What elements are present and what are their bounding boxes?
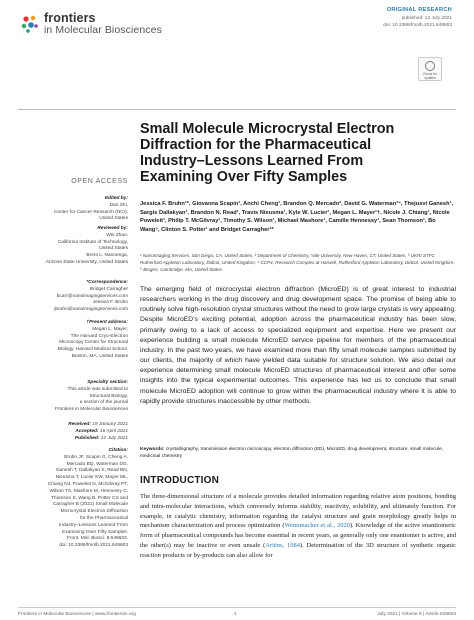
keywords-label: Keywords: — [140, 447, 165, 452]
correspondence-email[interactable]: bcarr@nanoimagingservices.com — [56, 293, 128, 299]
header-divider — [18, 109, 456, 110]
accepted-label: Accepted: — [75, 428, 99, 434]
reviewed-by-label: Reviewed by: — [97, 226, 128, 231]
citation-link[interactable]: Ariëns, 1984 — [265, 541, 300, 549]
specialty-line: This article was submitted to — [67, 386, 128, 392]
journal-name: in Molecular Biosciences — [44, 24, 162, 37]
brand-name: frontiers — [44, 11, 96, 25]
intro-part-3: ). Determination of the 3D structure of synthetic organic reaction products or by-products can also allow for — [140, 541, 456, 559]
journal-brand[interactable] — [44, 12, 162, 36]
address-line: Megan L. Mayer, — [92, 326, 128, 332]
present-address — [18, 320, 128, 361]
keywords-text: crystallography, transmission electron microscopy, electron diffraction (ED), MicroED, drug development, structure, small molecule, medicinal chemistry — [140, 447, 444, 459]
reviewer-line: Arizona State University, United States — [45, 259, 128, 265]
article-title: Small Molecule Microcrystal Electron Diffraction for the Pharmaceutical Industry–Lessons Learned From Examining Over Fifty Samples — [140, 121, 395, 185]
edited-by-label: Edited by: — [104, 196, 128, 201]
specialty-line: Structural Biology, — [89, 393, 128, 399]
open-access-label: OPEN ACCESS — [71, 178, 128, 185]
correspondence-name: Bridget Carragher — [89, 286, 128, 292]
affiliations: ¹ NanoImaging Services, San Diego, CA, United States, ² Department of Chemistry, Yale University, New Haven, CT, United States, ³ UKRI STFC Rutherford Appleton Laboratory, Didcot, United Kingdom, ⁴ CCP4, Research Complex at Harwell, Rutherford Appleton Laboratory, Didcot, United Kingdom, ⁵ Biogen, Cambridge, MA, United States — [140, 253, 455, 272]
correspondence — [18, 280, 128, 314]
address-line: Boston, MA, United States — [71, 353, 128, 359]
edited-by — [18, 196, 128, 223]
citation-line: for the Pharmaceutical — [80, 515, 128, 521]
received-label: Received: — [68, 422, 91, 427]
citation-line: Bruhn JF, Scapin G, Cheng A, — [64, 454, 128, 460]
citation-line: Mercado BQ, Waterman DG, — [66, 461, 128, 467]
introduction-text — [140, 492, 456, 561]
reviewed-by — [18, 226, 128, 267]
editor-line: United States — [99, 216, 128, 222]
citation-line[interactable]: doi: 10.3389/fmolb.2021.648603 — [59, 543, 128, 549]
correspondence-email[interactable]: jbruhn@nanoimagingservices.com — [54, 307, 128, 313]
check-for-updates-badge[interactable] — [418, 57, 442, 81]
received-date: 19 January 2021 — [92, 422, 128, 427]
citation-block — [18, 448, 128, 550]
editor-line: Dan Shi, — [109, 202, 128, 208]
abstract: The emerging field of microcrystal electron diffraction (MicroED) is of great interest to industrial researchers working in the drug discovery and drug development space. The promise of being able to routinely solve high-resolution crystal structures without the need to grow large crystals is very appealing. Despite MicroED’s exciting potential, adoption across the pharmaceutical industry has been slow, primarily owing to a lack of access to specialized equipment and expertise. Here we present our experience building a small molecule MicroED service pipeline for members of the pharmaceutical industry. In the past two years, we have examined more than fifty small molecule samples submitted by our clients, the majority of which have yielded data suitable for structure solution. We also detail our experience determining small molecule MicroED structures of pharmaceutical interest and offer some insights into the typical experimental outcomes. This experience has led us to conclude that small molecule MicroED adoption will continue to grow within the pharmaceutical industry where it is able to rapidly provide structures inaccessible by other methods. — [140, 286, 456, 405]
reviewer-line: Brent L. Nannenga, — [86, 253, 128, 259]
address-line: The Harvard Cryo-Electron — [70, 333, 128, 339]
citation-link[interactable]: Wennmacher et al., 2020 — [284, 522, 350, 530]
frontiers-logo-icon — [20, 14, 40, 34]
citation-line: Nieusma T, Lucier KW, Mayer ML, — [55, 475, 128, 481]
footer-issue: July 2021 | Volume 8 | Article 648603 — [377, 612, 456, 617]
citation-label: Citation: — [108, 448, 128, 453]
reviewer-line: Wei Zhao, — [106, 232, 128, 238]
article-type: ORIGINAL RESEARCH — [386, 7, 452, 13]
section-heading-introduction: INTRODUCTION — [140, 475, 220, 486]
citation-line: Front. Mol. Biosci. 8:648603. — [66, 536, 128, 542]
published-label: Published: — [74, 435, 100, 441]
address-line: Biology, Harvard Medical School, — [57, 347, 128, 353]
specialty-line: a section of the journal — [79, 400, 128, 406]
specialty-line: Frontiers in Molecular Biosciences — [54, 407, 128, 413]
footer-journal[interactable]: Frontiers in Molecular Biosciences | www.frontiersin.org — [18, 612, 136, 617]
specialty-section — [18, 380, 128, 414]
intro-part-2: ). Knowledge of the active enantiomeric form of pharmaceutical compounds has become essential in recent years, as generally only one enantiomer is active, and the other(s) may be inactive or even unsafe ( — [140, 522, 456, 549]
published-date-sidebar: 12 July 2021 — [100, 435, 128, 441]
citation-line: Microcrystal Electron Diffraction — [60, 509, 128, 515]
reviewer-line: California Institute of Technology, — [57, 239, 128, 245]
page-number: 1 — [234, 612, 237, 617]
footer-divider — [18, 607, 456, 608]
specialty-label: Specialty section: — [87, 380, 128, 385]
correspondence-label: *Correspondence: — [86, 280, 128, 285]
citation-line: Chiang NJ, Poweleit N, McGilvray PT, — [47, 481, 128, 487]
citation-line: Wilson TS, Mashore M, Hennessy C, — [49, 488, 128, 494]
present-address-label: †Present address: — [86, 320, 128, 325]
accepted-date: 16 April 2021 — [99, 428, 128, 434]
author-list: Jessica F. Bruhn¹*, Giovanna Scapin¹, Anchi Cheng¹, Brandon Q. Mercado², David G. Waterman³⁴, Thejusvi Ganesh¹, Sargis Dallakyan¹, Brandon N. Read¹, Travis Nieusma¹, Kyle W. Lucier¹, Megan L. Mayer¹†, Nicole J. Chiang¹, Nicole Poweleit¹, Philip T. McGilvray¹, Timothy S. Wilson¹, Michael Mashore¹, Camille Hennessy¹, Sean Thomson¹, Bo Wang⁵, Clinton S. Potter¹ and Bridget Carragher¹* — [140, 201, 454, 233]
correspondence-name: Jessica F. Bruhn — [92, 300, 128, 306]
editor-line: Center for Cancer Research (NCI), — [53, 209, 128, 215]
citation-line: Examining Over Fifty Samples. — [62, 529, 128, 535]
doi-link[interactable]: doi: 10.3389/fmolb.2021.648603 — [383, 23, 452, 28]
address-line: Microscopy Center for Structural — [59, 340, 128, 346]
refresh-icon — [425, 61, 435, 71]
badge-label: Check for updates — [423, 72, 437, 80]
reviewer-line: United States — [99, 246, 128, 252]
header-meta — [383, 15, 452, 29]
dates — [18, 422, 128, 442]
intro-part-1: The three-dimensional structure of a molecule provides detailed information regarding relative atom positions, bonding and intra-molecular interactions, which conversely informs stability, reactivity, solubility, and ultimately function. For example, in catalytic chemistry, information regarding the catalyst structure and grain morphology greatly helps in mechanism characterization and process optimization ( — [140, 493, 456, 530]
citation-line: Thomson S, Wang B, Potter CS and — [51, 495, 128, 501]
citation-line: Carragher B (2021) Small Molecule — [52, 502, 128, 508]
citation-line: Ganesh T, Dallakyan S, Read BN, — [55, 468, 128, 474]
citation-line: Industry–Lessons Learned From — [58, 522, 128, 528]
keywords — [140, 446, 456, 460]
published-date: published: 12 July 2021 — [401, 16, 452, 21]
